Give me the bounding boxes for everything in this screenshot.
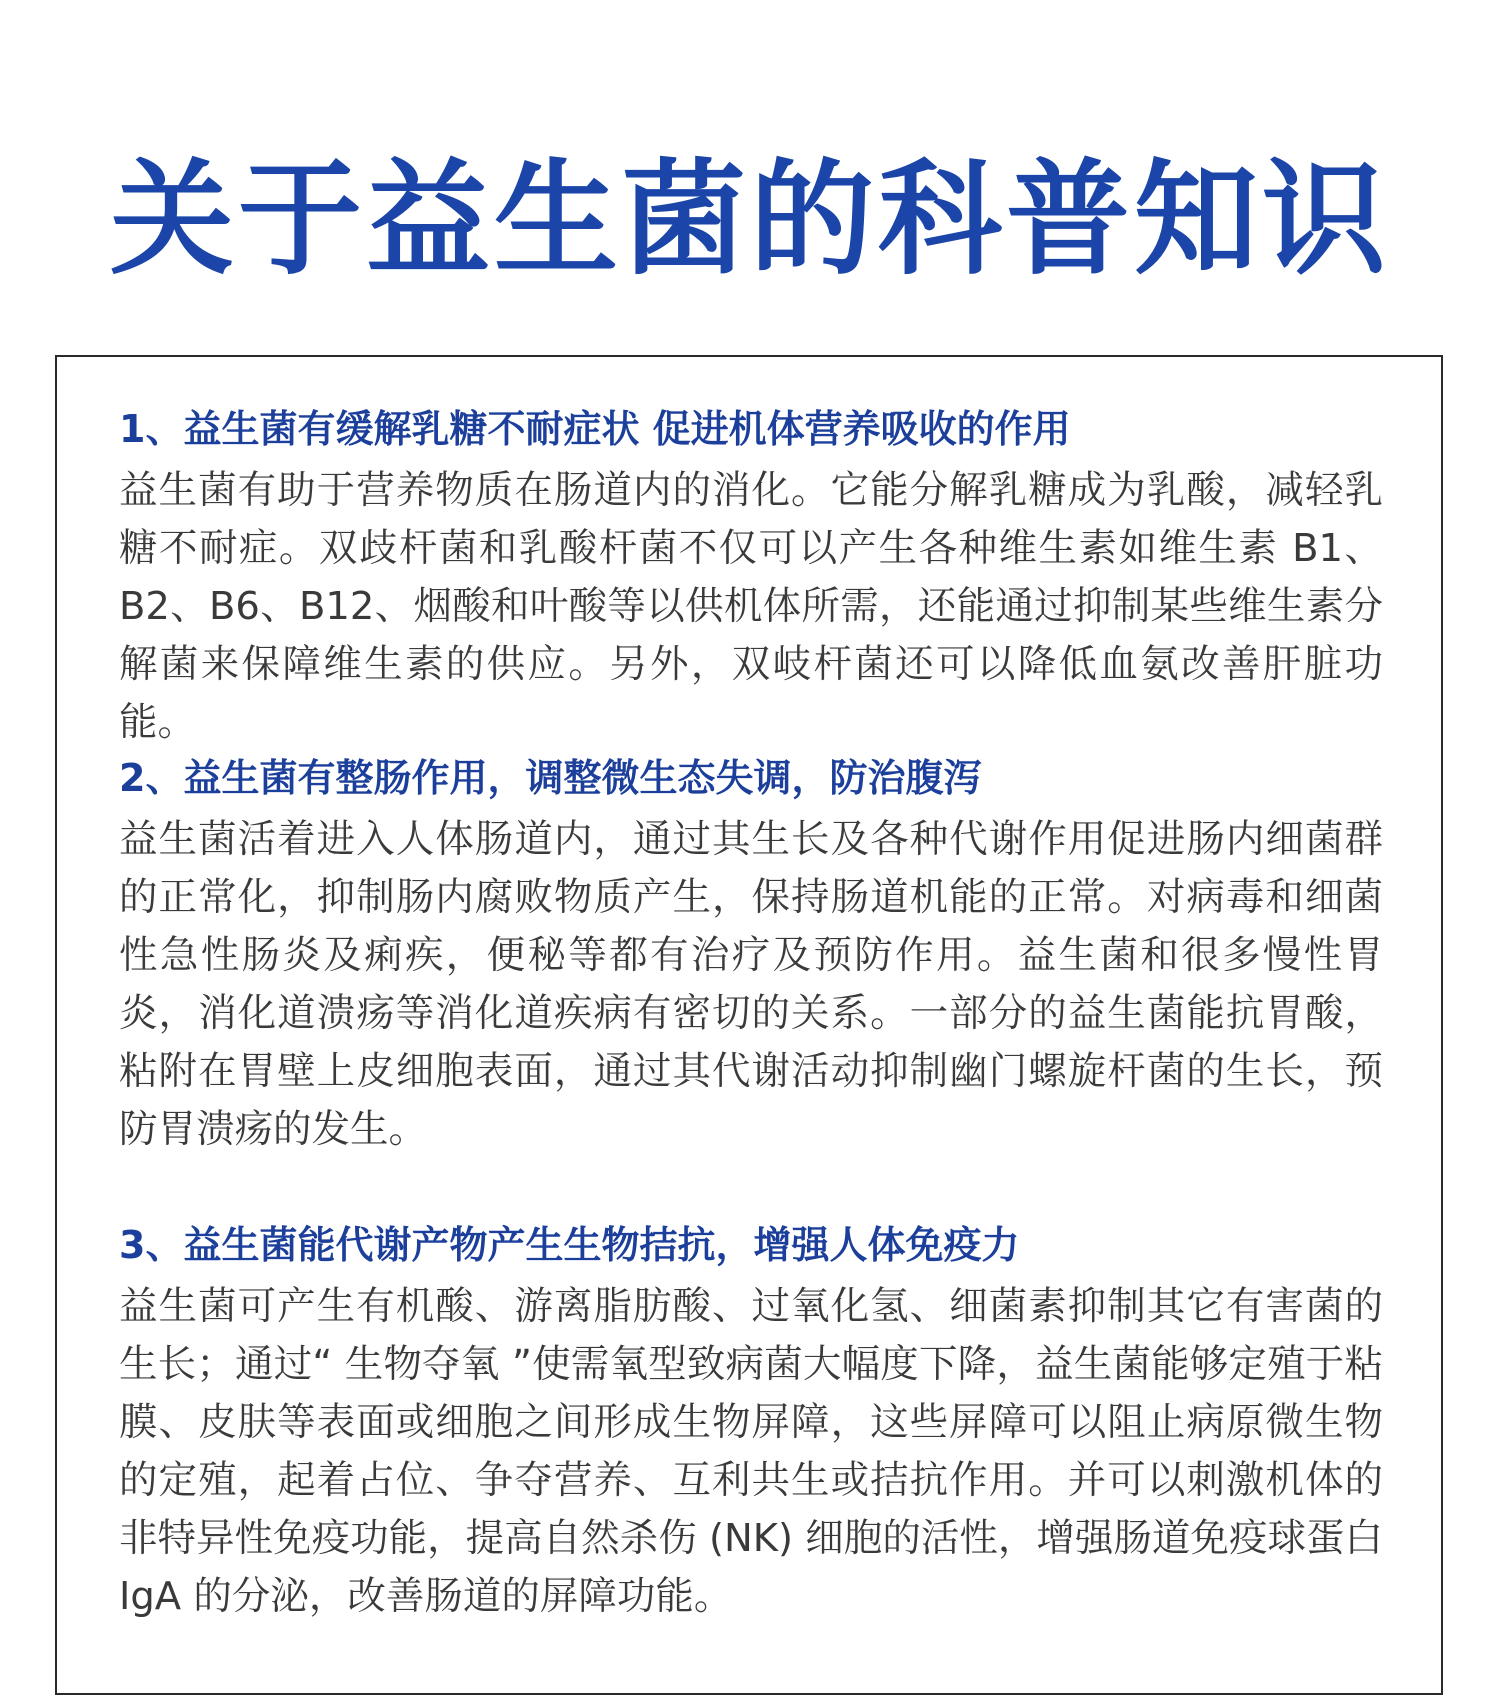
- section-immunity: [119, 1220, 1383, 1626]
- section-heading: 2、益生菌有整肠作用，调整微生态失调，防治腹泻: [119, 756, 982, 800]
- section-heading: 3、益生菌能代谢产物产生生物拮抗，增强人体免疫力: [119, 1223, 1020, 1267]
- section-body: 益生菌活着进入人体肠道内，通过其生长及各种代谢作用促进肠内细菌群的正常化，抑制肠内腐败物质产生，保持肠道机能的正常。对病毒和细菌性急性肠炎及痢疾，便秘等都有治疗及预防作用。益生菌和很多慢性胃炎，消化道溃疡等消化道疾病有密切的关系。一部分的益生菌能抗胃酸，粘附在胃壁上皮细胞表面，通过其代谢活动抑制幽门螺旋杆菌的生长，预防胃溃疡的发生。: [119, 817, 1383, 1152]
- section-heading: 1、益生菌有缓解乳糖不耐症状 促进机体营养吸收的作用: [119, 407, 1071, 451]
- content-box: [55, 355, 1443, 1695]
- section-body: 益生菌有助于营养物质在肠道内的消化。它能分解乳糖成为乳酸，减轻乳糖不耐症。双歧杆菌和乳酸杆菌不仅可以产生各种维生素如维生素 B1、B2、B6、B12、烟酸和叶酸等以供机体所需，还能通过抑制某些维生素分解菌来保障维生素的供应。另外，双岐杆菌还可以降低血氨改善肝脏功能。: [119, 468, 1383, 745]
- section-lactose-intolerance: [119, 404, 1383, 752]
- page-title: 关于益生菌的科普知识: [109, 148, 1390, 292]
- section-body: 益生菌可产生有机酸、游离脂肪酸、过氧化氢、细菌素抑制其它有害菌的生长；通过“ 生物夺氧 ”使需氧型致病菌大幅度下降，益生菌能够定殖于粘膜、皮肤等表面或细胞之间形成生物屏障，这些屏障可以阻止病原微生物的定殖，起着占位、争夺营养、互利共生或拮抗作用。并可以刺激机体的非特异性免疫功能，提高自然杀伤 (NK) 细胞的活性，增强肠道免疫球蛋白 IgA 的分泌，改善肠道的屏障功能。: [119, 1284, 1383, 1619]
- section-intestinal-regulation: [119, 753, 1383, 1159]
